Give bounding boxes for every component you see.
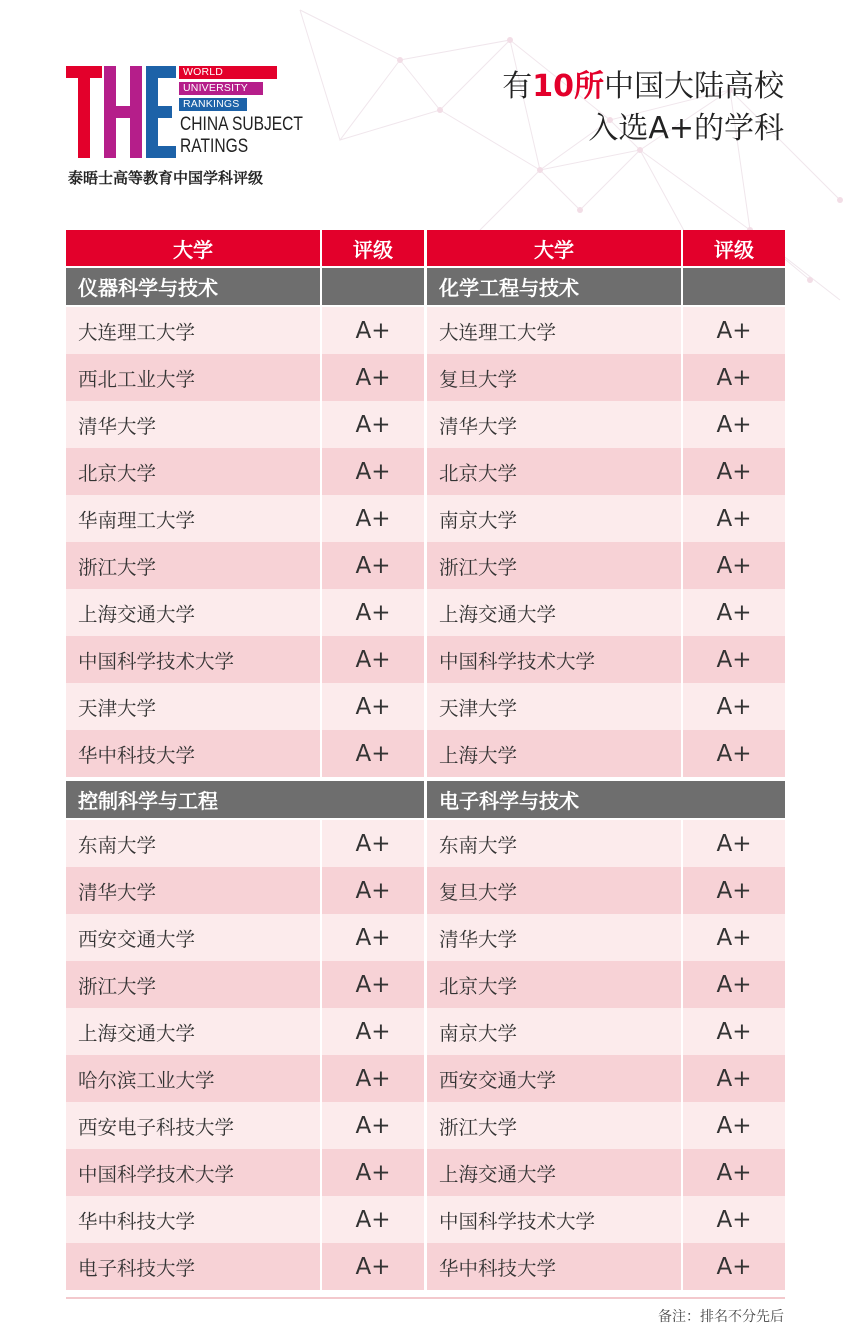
grade-value: A+: [355, 740, 391, 767]
left-table: [66, 230, 424, 1290]
university-name: 中国科学技术大学: [78, 649, 235, 673]
headline-line1: [502, 66, 784, 108]
university-cell: [427, 1102, 681, 1149]
table-row: [66, 730, 424, 777]
grade-value: A+: [355, 1206, 391, 1233]
table-row: [66, 448, 424, 495]
grade-value: A+: [716, 924, 752, 951]
university-cell: [427, 867, 681, 914]
grade-cell: [322, 1055, 424, 1102]
university-name: 华中科技大学: [439, 1256, 557, 1280]
table-row: [66, 683, 424, 730]
category-row: [66, 268, 424, 305]
table-row: [427, 401, 785, 448]
grade-cell: [322, 1243, 424, 1290]
table-row: [427, 961, 785, 1008]
table-row: [427, 730, 785, 777]
table-row: [427, 683, 785, 730]
grade-value: A+: [716, 830, 752, 857]
university-name: 西安交通大学: [439, 1068, 557, 1092]
table-row: [66, 495, 424, 542]
grade-cell: [322, 683, 424, 730]
table-row: [427, 542, 785, 589]
university-cell: [66, 1102, 320, 1149]
grade-value: A+: [355, 877, 391, 904]
table-row: [66, 401, 424, 448]
grade-cell: [322, 820, 424, 867]
university-cell: [66, 307, 320, 354]
grade-value: A+: [716, 599, 752, 626]
university-name: 浙江大学: [78, 555, 157, 579]
category-title: 仪器科学与技术: [66, 268, 320, 305]
logo-bar-rankings: RANKINGS: [179, 98, 247, 111]
university-cell: [66, 1149, 320, 1196]
university-name: 中国科学技术大学: [439, 649, 596, 673]
grade-cell: [322, 589, 424, 636]
grade-cell: [683, 589, 785, 636]
university-cell: [66, 961, 320, 1008]
university-name: 浙江大学: [439, 555, 518, 579]
grade-cell: [683, 495, 785, 542]
headline-rest: 中国大陆高校: [604, 69, 784, 104]
table-row: [66, 307, 424, 354]
university-name: 西安电子科技大学: [78, 1115, 235, 1139]
grade-cell: [322, 867, 424, 914]
university-cell: [427, 683, 681, 730]
table-row: [66, 542, 424, 589]
grade-cell: [683, 914, 785, 961]
grade-value: A+: [355, 1159, 391, 1186]
university-name: 大连理工大学: [439, 320, 557, 344]
header-university: 大学: [427, 230, 681, 266]
grade-cell: [683, 1055, 785, 1102]
category-title: 电子科学与技术: [427, 781, 785, 818]
university-cell: [427, 636, 681, 683]
university-cell: [427, 401, 681, 448]
grade-value: A+: [355, 693, 391, 720]
logo-cs-line1: CHINA SUBJECT: [180, 114, 303, 135]
grade-value: A+: [716, 1018, 752, 1045]
university-name: 北京大学: [78, 461, 157, 485]
grade-value: A+: [716, 411, 752, 438]
grade-cell: [683, 820, 785, 867]
university-cell: [427, 1149, 681, 1196]
grade-cell: [683, 683, 785, 730]
table-row: [427, 1196, 785, 1243]
university-cell: [427, 1243, 681, 1290]
university-name: 清华大学: [439, 414, 518, 438]
university-name: 南京大学: [439, 508, 518, 532]
grade-value: A+: [716, 552, 752, 579]
university-cell: [427, 354, 681, 401]
grade-value: A+: [716, 693, 752, 720]
university-cell: [66, 542, 320, 589]
grade-value: A+: [716, 1112, 752, 1139]
table-row: [427, 1149, 785, 1196]
university-name: 清华大学: [78, 880, 157, 904]
university-cell: [427, 1055, 681, 1102]
university-name: 浙江大学: [439, 1115, 518, 1139]
university-cell: [66, 1196, 320, 1243]
university-name: 清华大学: [439, 927, 518, 951]
grade-value: A+: [355, 364, 391, 391]
footnote: 备注：排名不分先后: [658, 1309, 784, 1325]
university-cell: [427, 1196, 681, 1243]
university-name: 上海交通大学: [439, 1162, 557, 1186]
table-row: [427, 636, 785, 683]
university-cell: [66, 401, 320, 448]
university-name: 北京大学: [439, 974, 518, 998]
table-row: [427, 495, 785, 542]
university-cell: [66, 589, 320, 636]
university-cell: [66, 448, 320, 495]
university-name: 中国科学技术大学: [439, 1209, 596, 1233]
headline: [502, 66, 784, 150]
grade-cell: [683, 1008, 785, 1055]
the-logo-mark: [66, 66, 178, 158]
grade-value: A+: [355, 971, 391, 998]
table-row: [427, 354, 785, 401]
university-cell: [66, 1008, 320, 1055]
university-name: 西北工业大学: [78, 367, 196, 391]
grade-value: A+: [716, 877, 752, 904]
table-row: [66, 1008, 424, 1055]
table-row: [427, 1008, 785, 1055]
logo-china-subject-ratings: [180, 114, 303, 158]
grade-cell: [683, 1196, 785, 1243]
university-cell: [66, 683, 320, 730]
university-cell: [427, 495, 681, 542]
grade-value: A+: [716, 646, 752, 673]
grade-cell: [683, 867, 785, 914]
grade-value: A+: [716, 1065, 752, 1092]
grade-value: A+: [716, 1206, 752, 1233]
category-grade-cell: [683, 268, 785, 305]
grade-cell: [683, 1149, 785, 1196]
grade-value: A+: [355, 924, 391, 951]
university-name: 北京大学: [439, 461, 518, 485]
university-name: 大连理工大学: [78, 320, 196, 344]
university-cell: [66, 730, 320, 777]
table-row: [427, 1243, 785, 1290]
grade-cell: [683, 1102, 785, 1149]
grade-cell: [683, 961, 785, 1008]
headline-highlight: 10所: [532, 69, 604, 104]
grade-cell: [322, 1196, 424, 1243]
university-cell: [66, 636, 320, 683]
university-name: 天津大学: [439, 696, 518, 720]
category-row: [427, 268, 785, 305]
university-name: 华南理工大学: [78, 508, 196, 532]
grade-cell: [322, 730, 424, 777]
grade-value: A+: [355, 1253, 391, 1280]
grade-value: A+: [355, 1112, 391, 1139]
university-name: 东南大学: [78, 833, 157, 857]
logo-chinese-title: 泰晤士高等教育中国学科评级: [68, 169, 264, 187]
university-cell: [66, 1243, 320, 1290]
grade-value: A+: [355, 646, 391, 673]
grade-value: A+: [716, 971, 752, 998]
university-name: 电子科技大学: [78, 1256, 196, 1280]
grade-value: A+: [716, 364, 752, 391]
table-row: [427, 589, 785, 636]
university-cell: [427, 307, 681, 354]
university-name: 上海大学: [439, 743, 518, 767]
grade-value: A+: [355, 458, 391, 485]
university-name: 上海交通大学: [78, 602, 196, 626]
grade-value: A+: [355, 552, 391, 579]
grade-cell: [322, 961, 424, 1008]
grade-cell: [322, 448, 424, 495]
header-grade: 评级: [322, 230, 424, 266]
university-name: 哈尔滨工业大学: [78, 1068, 215, 1092]
grade-cell: [322, 1008, 424, 1055]
grade-value: A+: [355, 1018, 391, 1045]
table-row: [66, 354, 424, 401]
university-cell: [427, 1008, 681, 1055]
university-name: 上海交通大学: [78, 1021, 196, 1045]
bottom-divider: [66, 1297, 785, 1299]
category-row: [66, 781, 424, 818]
table-row: [66, 636, 424, 683]
table-row: [427, 867, 785, 914]
grade-value: A+: [716, 458, 752, 485]
grade-value: A+: [355, 830, 391, 857]
logo-bar-university: UNIVERSITY: [179, 82, 263, 95]
table-row: [427, 914, 785, 961]
logo-bar-world: WORLD: [179, 66, 277, 79]
grade-value: A+: [716, 317, 752, 344]
university-cell: [427, 730, 681, 777]
table-header-row: [427, 230, 785, 266]
table-row: [427, 1102, 785, 1149]
the-logo: [66, 66, 326, 196]
category-row: [427, 781, 785, 818]
grade-cell: [322, 914, 424, 961]
grade-value: A+: [355, 317, 391, 344]
university-name: 上海交通大学: [439, 602, 557, 626]
grade-cell: [322, 542, 424, 589]
table-row: [66, 961, 424, 1008]
category-grade-cell: [322, 268, 424, 305]
headline-line2: 入选A+的学科: [588, 111, 784, 146]
table-row: [427, 448, 785, 495]
grade-value: A+: [355, 411, 391, 438]
university-cell: [427, 961, 681, 1008]
header-grade: 评级: [683, 230, 785, 266]
table-row: [66, 1243, 424, 1290]
grade-cell: [322, 307, 424, 354]
university-name: 清华大学: [78, 414, 157, 438]
table-row: [66, 1055, 424, 1102]
grade-cell: [683, 448, 785, 495]
grade-cell: [322, 1102, 424, 1149]
university-cell: [427, 448, 681, 495]
grade-value: A+: [716, 505, 752, 532]
table-row: [66, 820, 424, 867]
university-name: 中国科学技术大学: [78, 1162, 235, 1186]
university-name: 华中科技大学: [78, 743, 196, 767]
grade-cell: [683, 1243, 785, 1290]
university-cell: [66, 495, 320, 542]
grade-cell: [683, 636, 785, 683]
right-table: [427, 230, 785, 1290]
grade-cell: [683, 730, 785, 777]
university-name: 天津大学: [78, 696, 157, 720]
table-row: [66, 589, 424, 636]
grade-cell: [322, 1149, 424, 1196]
university-name: 华中科技大学: [78, 1209, 196, 1233]
grade-value: A+: [355, 505, 391, 532]
grade-cell: [683, 307, 785, 354]
grade-cell: [322, 401, 424, 448]
table-row: [66, 914, 424, 961]
university-cell: [66, 1055, 320, 1102]
university-name: 复旦大学: [439, 880, 518, 904]
table-row: [427, 307, 785, 354]
grade-value: A+: [355, 1065, 391, 1092]
university-name: 西安交通大学: [78, 927, 196, 951]
grade-cell: [683, 354, 785, 401]
category-title: 化学工程与技术: [427, 268, 681, 305]
table-header-row: [66, 230, 424, 266]
grade-value: A+: [716, 740, 752, 767]
university-name: 复旦大学: [439, 367, 518, 391]
table-row: [66, 867, 424, 914]
university-cell: [427, 542, 681, 589]
university-name: 东南大学: [439, 833, 518, 857]
grade-value: A+: [355, 599, 391, 626]
grade-cell: [322, 636, 424, 683]
grade-cell: [322, 495, 424, 542]
grade-cell: [322, 354, 424, 401]
headline-prefix: 有: [502, 69, 533, 104]
university-cell: [427, 820, 681, 867]
grade-cell: [683, 542, 785, 589]
university-cell: [66, 820, 320, 867]
logo-cs-line2: RATINGS: [180, 136, 249, 157]
header-university: 大学: [66, 230, 320, 266]
university-cell: [427, 589, 681, 636]
grade-value: A+: [716, 1253, 752, 1280]
university-cell: [66, 867, 320, 914]
category-title: 控制科学与工程: [66, 781, 424, 818]
university-name: 浙江大学: [78, 974, 157, 998]
table-row: [427, 1055, 785, 1102]
university-cell: [427, 914, 681, 961]
table-row: [427, 820, 785, 867]
table-row: [66, 1196, 424, 1243]
university-cell: [66, 354, 320, 401]
university-name: 南京大学: [439, 1021, 518, 1045]
grade-value: A+: [716, 1159, 752, 1186]
grade-cell: [683, 401, 785, 448]
table-row: [66, 1102, 424, 1149]
table-row: [66, 1149, 424, 1196]
university-cell: [66, 914, 320, 961]
